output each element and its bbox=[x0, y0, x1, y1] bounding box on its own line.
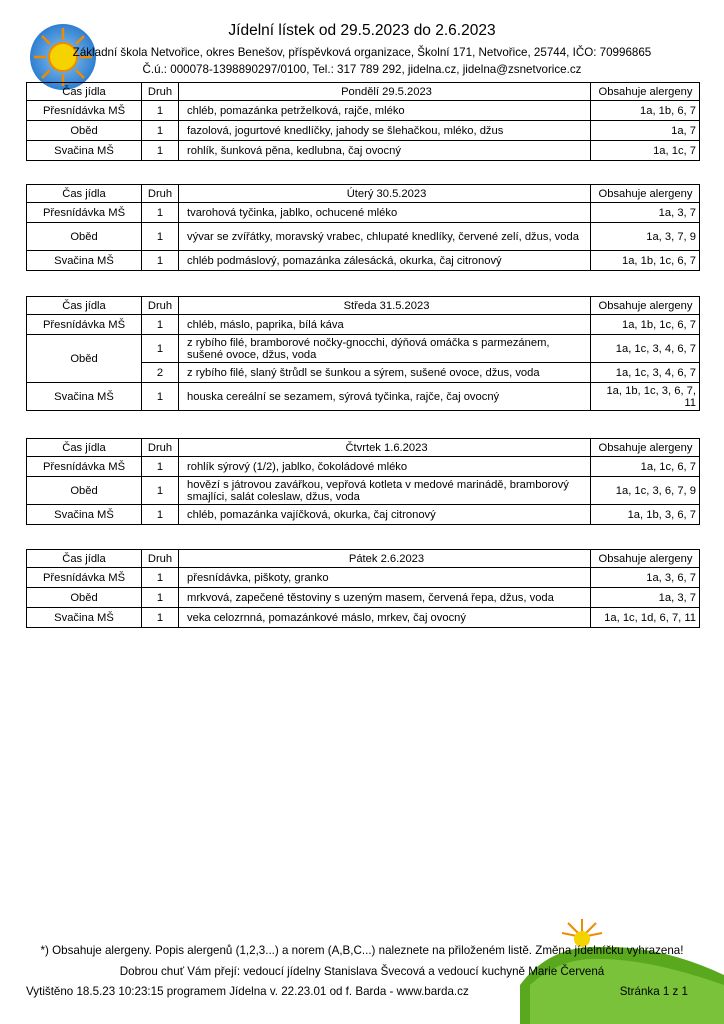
table-row bbox=[27, 141, 700, 161]
meal-allergens: 1a, 3, 6, 7 bbox=[591, 568, 700, 588]
meal-dish: z rybího filé, slaný štrůdl se šunkou a sýrem, sušené ovoce, džus, voda bbox=[179, 363, 591, 383]
col-header-time: Čas jídla bbox=[27, 550, 142, 568]
meal-allergens: 1a, 1b, 1c, 6, 7 bbox=[591, 251, 700, 271]
meal-dish: chléb, máslo, paprika, bílá káva bbox=[179, 315, 591, 335]
col-header-time: Čas jídla bbox=[27, 439, 142, 457]
greeting-text: Dobrou chuť Vám přejí: vedoucí jídelny Stanislava Švecová a vedoucí kuchyně Marie Červená bbox=[119, 965, 605, 978]
meal-dish: tvarohová tyčinka, jablko, ochucené mléko bbox=[179, 203, 591, 223]
meal-dish: chléb, pomazánka petrželková, rajče, mléko bbox=[179, 101, 591, 121]
col-header-allergens: Obsahuje alergeny bbox=[591, 550, 700, 568]
page-title: Jídelní lístek od 29.5.2023 do 2.6.2023 bbox=[228, 22, 496, 39]
meal-type: 1 bbox=[142, 568, 179, 588]
allergen-note: *) Obsahuje alergeny. Popis alergenů (1,2,3...) a norem (A,B,C...) naleznete na přiloženém listě. Změna jídelníčku vyhrazena! bbox=[40, 944, 684, 957]
meal-allergens: 1a, 3, 7 bbox=[591, 203, 700, 223]
meal-type: 1 bbox=[142, 505, 179, 525]
printed-info: Vytištěno 18.5.23 10:23:15 programem Jídelna v. 22.23.01 od f. Barda - www.barda.cz bbox=[26, 985, 469, 998]
table-row bbox=[27, 505, 700, 525]
meal-allergens: 1a, 1b, 1c, 3, 6, 7, 11 bbox=[591, 383, 700, 411]
col-header-type: Druh bbox=[142, 83, 179, 101]
meal-time: Svačina MŠ bbox=[27, 141, 142, 161]
col-header-type: Druh bbox=[142, 185, 179, 203]
meal-type: 1 bbox=[142, 121, 179, 141]
table-row bbox=[27, 608, 700, 628]
col-header-time: Čas jídla bbox=[27, 83, 142, 101]
meal-time: Oběd bbox=[27, 223, 142, 251]
day-table-wednesday bbox=[26, 296, 700, 411]
meal-time: Přesnídávka MŠ bbox=[27, 315, 142, 335]
day-table-thursday bbox=[26, 438, 700, 525]
col-header-type: Druh bbox=[142, 550, 179, 568]
meal-time: Svačina MŠ bbox=[27, 608, 142, 628]
meal-time: Svačina MŠ bbox=[27, 505, 142, 525]
day-table-monday bbox=[26, 82, 700, 161]
day-table-friday bbox=[26, 549, 700, 628]
table-row bbox=[27, 477, 700, 505]
meal-allergens: 1a, 1b, 1c, 6, 7 bbox=[591, 315, 700, 335]
meal-dish: přesnídávka, piškoty, granko bbox=[179, 568, 591, 588]
meal-dish: fazolová, jogurtové knedlíčky, jahody se šlehačkou, mléko, džus bbox=[179, 121, 591, 141]
day-label: Pátek 2.6.2023 bbox=[179, 550, 591, 568]
meal-allergens: 1a, 1b, 6, 7 bbox=[591, 101, 700, 121]
table-row bbox=[27, 335, 700, 363]
meal-dish: z rybího filé, bramborové nočky-gnocchi, dýňová omáčka s parmezánem, sušené ovoce, džus, voda bbox=[179, 335, 591, 363]
meal-allergens: 1a, 1c, 3, 4, 6, 7 bbox=[591, 363, 700, 383]
school-info: Základní škola Netvořice, okres Benešov, příspěvková organizace, Školní 171, Netvořice, 25744, IČO: 70996865 bbox=[72, 46, 652, 59]
meal-dish: mrkvová, zapečené těstoviny s uzeným masem, červená řepa, džus, voda bbox=[179, 588, 591, 608]
col-header-time: Čas jídla bbox=[27, 297, 142, 315]
col-header-allergens: Obsahuje alergeny bbox=[591, 439, 700, 457]
meal-time: Oběd bbox=[27, 335, 142, 383]
meal-type: 1 bbox=[142, 251, 179, 271]
meal-time: Oběd bbox=[27, 121, 142, 141]
meal-time: Přesnídávka MŠ bbox=[27, 457, 142, 477]
meal-allergens: 1a, 1c, 6, 7 bbox=[591, 457, 700, 477]
table-row bbox=[27, 121, 700, 141]
day-label: Úterý 30.5.2023 bbox=[179, 185, 591, 203]
meal-dish: chléb, pomazánka vajíčková, okurka, čaj citronový bbox=[179, 505, 591, 525]
day-label: Čtvrtek 1.6.2023 bbox=[179, 439, 591, 457]
meal-allergens: 1a, 1c, 7 bbox=[591, 141, 700, 161]
meal-type: 1 bbox=[142, 315, 179, 335]
meal-dish: rohlík, šunková pěna, kedlubna, čaj ovocný bbox=[179, 141, 591, 161]
meal-time: Přesnídávka MŠ bbox=[27, 101, 142, 121]
meal-type: 1 bbox=[142, 223, 179, 251]
meal-dish: chléb podmáslový, pomazánka zálesácká, okurka, čaj citronový bbox=[179, 251, 591, 271]
col-header-time: Čas jídla bbox=[27, 185, 142, 203]
day-label: Středa 31.5.2023 bbox=[179, 297, 591, 315]
table-row bbox=[27, 457, 700, 477]
meal-allergens: 1a, 1c, 3, 6, 7, 9 bbox=[591, 477, 700, 505]
table-row bbox=[27, 568, 700, 588]
meal-dish: veka celozrnná, pomazánkové máslo, mrkev, čaj ovocný bbox=[179, 608, 591, 628]
meal-type: 1 bbox=[142, 203, 179, 223]
meal-type: 1 bbox=[142, 101, 179, 121]
table-row bbox=[27, 315, 700, 335]
meal-allergens: 1a, 3, 7, 9 bbox=[591, 223, 700, 251]
meal-dish: hovězí s játrovou zavářkou, vepřová kotleta v medové marinádě, bramborový smajlíci, salát coleslaw, džus, voda bbox=[179, 477, 591, 505]
col-header-allergens: Obsahuje alergeny bbox=[591, 83, 700, 101]
meal-time: Oběd bbox=[27, 477, 142, 505]
day-table-tuesday bbox=[26, 184, 700, 271]
col-header-type: Druh bbox=[142, 297, 179, 315]
col-header-allergens: Obsahuje alergeny bbox=[591, 185, 700, 203]
meal-time: Přesnídávka MŠ bbox=[27, 203, 142, 223]
table-row bbox=[27, 101, 700, 121]
table-row bbox=[27, 251, 700, 271]
meal-type: 1 bbox=[142, 608, 179, 628]
meal-dish: vývar se zvířátky, moravský vrabec, chlupaté knedlíky, červené zelí, džus, voda bbox=[179, 223, 591, 251]
school-contact: Č.ú.: 000078-1398890297/0100, Tel.: 317 789 292, jidelna.cz, jidelna@zsnetvorice.cz bbox=[142, 63, 582, 76]
meal-time: Svačina MŠ bbox=[27, 251, 142, 271]
table-row bbox=[27, 383, 700, 411]
meal-type: 1 bbox=[142, 383, 179, 411]
meal-type: 1 bbox=[142, 477, 179, 505]
col-header-allergens: Obsahuje alergeny bbox=[591, 297, 700, 315]
meal-allergens: 1a, 7 bbox=[591, 121, 700, 141]
meal-allergens: 1a, 3, 7 bbox=[591, 588, 700, 608]
meal-dish: rohlík sýrový (1/2), jablko, čokoládové mléko bbox=[179, 457, 591, 477]
meal-time: Svačina MŠ bbox=[27, 383, 142, 411]
meal-time: Přesnídávka MŠ bbox=[27, 568, 142, 588]
table-row bbox=[27, 223, 700, 251]
meal-allergens: 1a, 1c, 3, 4, 6, 7 bbox=[591, 335, 700, 363]
meal-type: 1 bbox=[142, 588, 179, 608]
meal-type: 2 bbox=[142, 363, 179, 383]
meal-type: 1 bbox=[142, 141, 179, 161]
meal-dish: houska cereální se sezamem, sýrová tyčinka, rajče, čaj ovocný bbox=[179, 383, 591, 411]
meal-type: 1 bbox=[142, 457, 179, 477]
meal-allergens: 1a, 1c, 1d, 6, 7, 11 bbox=[591, 608, 700, 628]
day-label: Pondělí 29.5.2023 bbox=[179, 83, 591, 101]
table-row bbox=[27, 588, 700, 608]
table-row bbox=[27, 203, 700, 223]
meal-time: Oběd bbox=[27, 588, 142, 608]
meal-allergens: 1a, 1b, 3, 6, 7 bbox=[591, 505, 700, 525]
page-number: Stránka 1 z 1 bbox=[619, 985, 688, 998]
meal-type: 1 bbox=[142, 335, 179, 363]
col-header-type: Druh bbox=[142, 439, 179, 457]
